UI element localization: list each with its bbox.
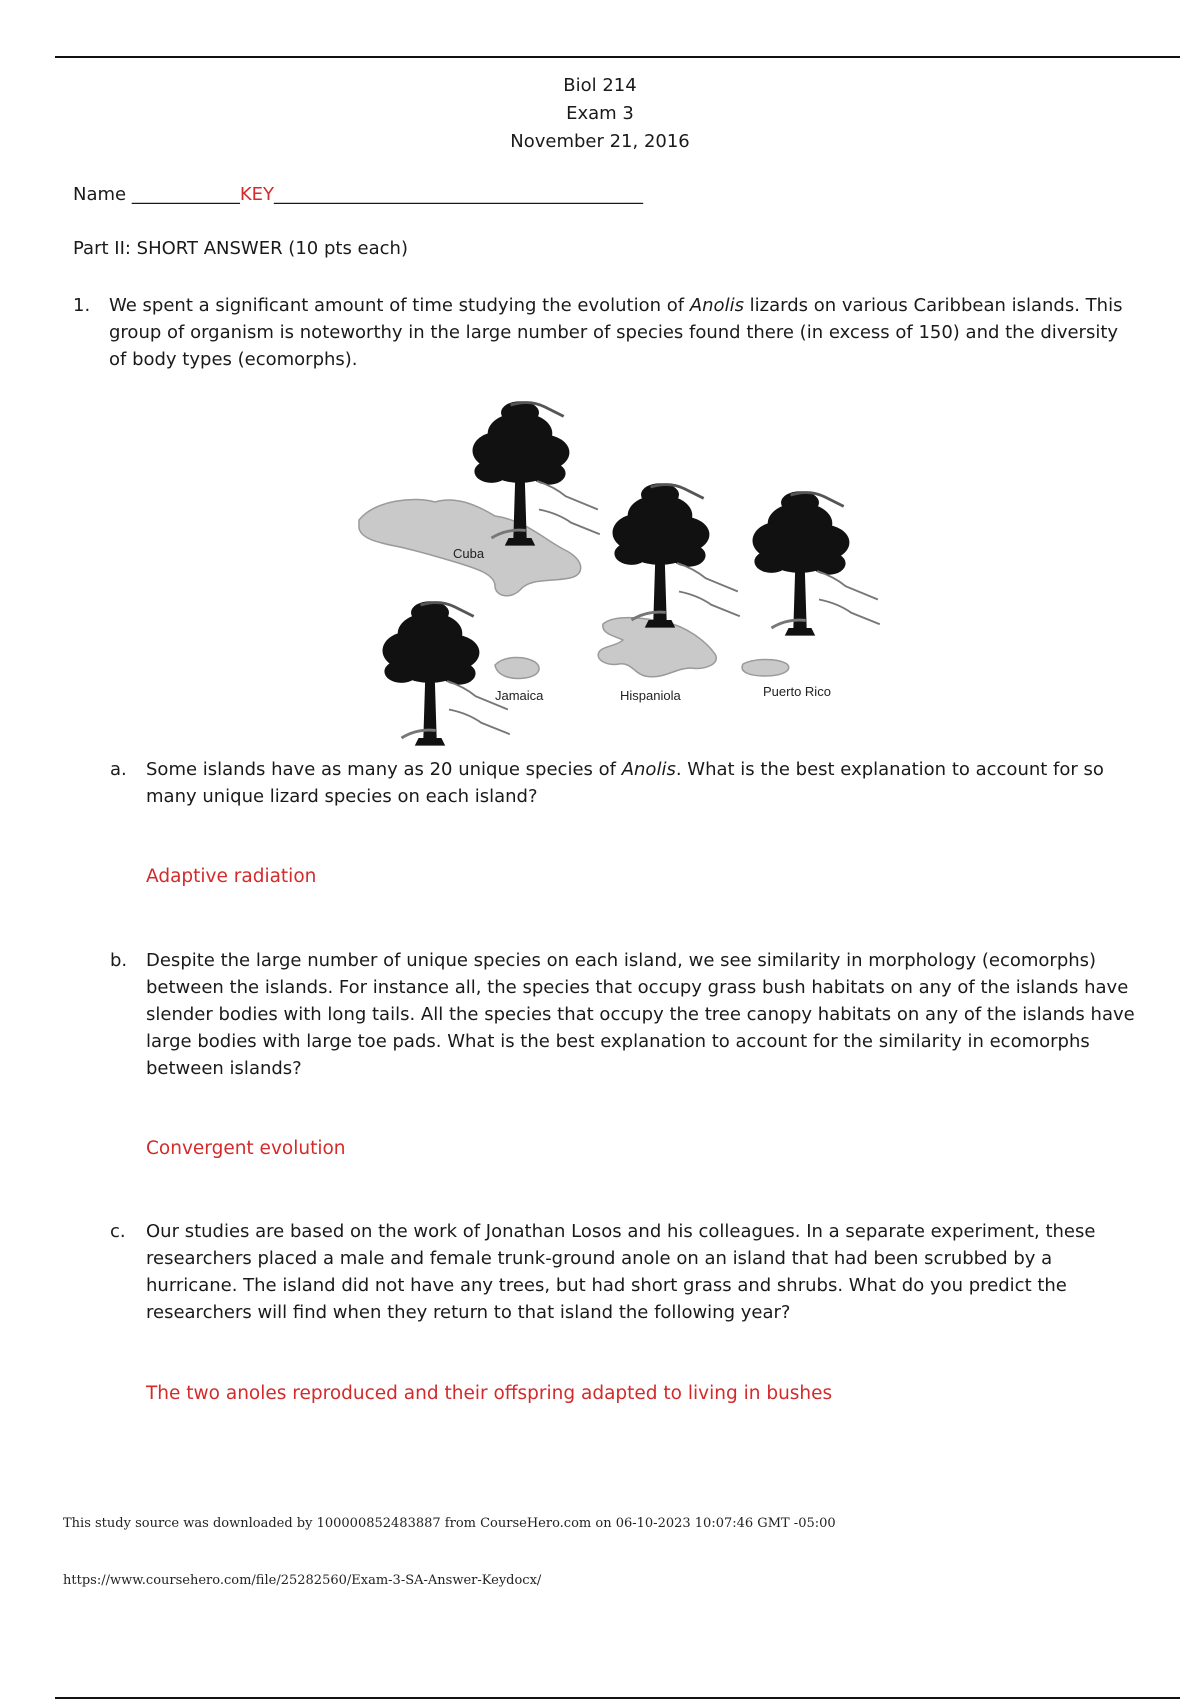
question-text-part: We spent a significant amount of time studying the evolution of [109, 295, 690, 316]
island-label-jamaica: Jamaica [495, 688, 544, 703]
bottom-rule [55, 1697, 1180, 1699]
part-letter: a. [110, 759, 127, 780]
question-text-part: lizards on various Caribbean islands. This group of organism is noteworthy in the large number of species found there (in excess of 150) and the diversity of body types (ecomorphs). [109, 295, 1123, 370]
question-text [109, 292, 1138, 373]
tree-puerto-rico [753, 491, 880, 635]
part-text-segment: Some islands have as many as 20 unique species of [146, 759, 622, 780]
question-number: 1. [73, 295, 91, 316]
answer-1a: Adaptive radiation [146, 866, 317, 887]
course-title: Biol 214 [563, 75, 637, 96]
anolis-islands-figure [345, 400, 885, 750]
name-blank-before: ____________ [131, 184, 240, 205]
island-label-puerto-rico: Puerto Rico [763, 684, 831, 699]
name-blank-after: _________________________________________ [274, 184, 644, 205]
exam-header [0, 72, 1200, 156]
top-rule [55, 56, 1180, 58]
name-field [73, 183, 643, 207]
exam-date: November 21, 2016 [510, 131, 690, 152]
part-letter: c. [110, 1221, 126, 1242]
part-text: Despite the large number of unique species on each island, we see similarity in morphology (ecomorphs) between the islands. For instance all, the species that occupy grass bush habitats on any of the islands have slender bodies with long tails. All the species that occupy the tree canopy habitats on any of the islands have large bodies with large toe pads. What is the best explanation to account for the similarity in ecomorphs between islands? [146, 950, 1135, 1079]
part-text [146, 756, 1145, 810]
island-label-hispaniola: Hispaniola [620, 688, 681, 703]
part-text: Our studies are based on the work of Jonathan Losos and his colleagues. In a separate experiment, these researchers placed a male and female trunk-ground anole on an island that had been scrubbed by a hurricane. The island did not have any trees, but had short grass and shrubs. What do you predict the researchers will find when they return to that island the following year? [146, 1221, 1096, 1323]
name-value-key: KEY [239, 184, 275, 205]
part-letter: b. [110, 950, 128, 971]
genus-name: Anolis [621, 759, 676, 780]
puerto-rico-island [742, 660, 789, 677]
question-1b [110, 947, 1145, 1082]
answer-1c: The two anoles reproduced and their offspring adapted to living in bushes [146, 1383, 833, 1404]
question-1c [110, 1218, 1145, 1326]
source-url[interactable]: https://www.coursehero.com/file/25282560/Exam-3-SA-Answer-Keydocx/ [63, 1573, 542, 1588]
jamaica-island [495, 657, 539, 678]
section-title: Part II: SHORT ANSWER (10 pts each) [73, 238, 408, 259]
question-1 [73, 292, 1138, 373]
part-text-segment: . What is the best explanation to account for so many unique lizard species on each island? [146, 759, 1104, 807]
answer-1b: Convergent evolution [146, 1138, 346, 1159]
question-1a [110, 756, 1145, 810]
island-label-cuba: Cuba [453, 546, 485, 561]
name-label: Name [73, 184, 127, 205]
tree-jamaica [383, 601, 510, 745]
genus-name: Anolis [689, 295, 744, 316]
exam-title: Exam 3 [566, 103, 634, 124]
download-source-note: This study source was downloaded by 100000852483887 from CourseHero.com on 06-10-2023 10:07:46 GMT -05:00 [63, 1516, 836, 1531]
tree-hispaniola [613, 483, 740, 627]
